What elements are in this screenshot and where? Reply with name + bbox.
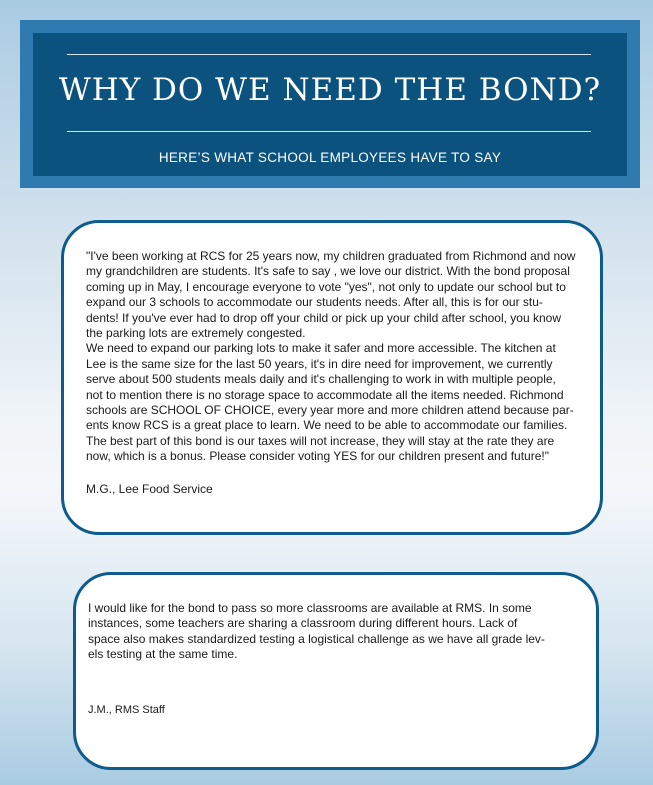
testimonial-attribution: J.M., RMS Staff	[88, 704, 165, 716]
quote-line: We need to expand our parking lots to make it safer and more accessible. The kitchen at	[86, 341, 556, 356]
page-title: WHY DO WE NEED THE BOND?	[58, 72, 602, 108]
quote-line: not to mention there is no storage space to accommodate all the items needed. Richmond	[86, 387, 564, 402]
testimonial-quote	[88, 601, 578, 663]
quote-line: Lee is the same size for the last 50 years, it's in dire need for improvement, we currently	[86, 356, 553, 371]
quote-line: ents know RCS is a great place to learn. We need to be able to accommodate our families.	[86, 418, 568, 433]
quote-line: dents! If you've ever had to drop off your child or pick up your child after school, you know	[86, 310, 561, 325]
quote-line: serve about 500 students meals daily and it's challenging to work in with multiple people,	[86, 372, 556, 387]
page-subtitle: HERE’S WHAT SCHOOL EMPLOYEES HAVE TO SAY	[158, 150, 502, 165]
quote-line: schools are SCHOOL OF CHOICE, every year more and more children attend because par-	[86, 403, 574, 418]
testimonial-quote	[86, 249, 586, 465]
quote-line: "I've been working at RCS for 25 years now, my children graduated from Richmond and now	[86, 249, 576, 263]
testimonial-card	[73, 572, 599, 770]
quote-line: I would like for the bond to pass so more classrooms are available at RMS. In some	[88, 601, 532, 615]
quote-line: my grandchildren are students. It's safe to say , we love our district. With the bond proposal	[86, 264, 570, 279]
testimonial-card	[61, 220, 603, 535]
header-top-rule	[67, 54, 591, 55]
quote-line: now, which is a bonus. Please consider voting YES for our children present and future!"	[86, 449, 549, 464]
quote-line: coming up in May, I encourage everyone to vote "yes", not only to update our school but to	[86, 279, 566, 294]
quote-line: els testing at the same time.	[88, 647, 238, 662]
quote-line: expand our 3 schools to accommodate our students needs. After all, this is for our stu-	[86, 295, 543, 310]
quote-line: the parking lots are extremely congested.	[86, 326, 306, 341]
quote-line: The best part of this bond is our taxes will not increase, they will stay at the rate they are	[86, 433, 555, 448]
testimonial-attribution: M.G., Lee Food Service	[86, 482, 213, 496]
header-bottom-rule	[67, 131, 591, 132]
quote-line: space also makes standardized testing a logistical challenge as we have all grade lev-	[88, 631, 545, 646]
quote-line: instances, some teachers are sharing a classroom during different hours. Lack of	[88, 616, 518, 631]
